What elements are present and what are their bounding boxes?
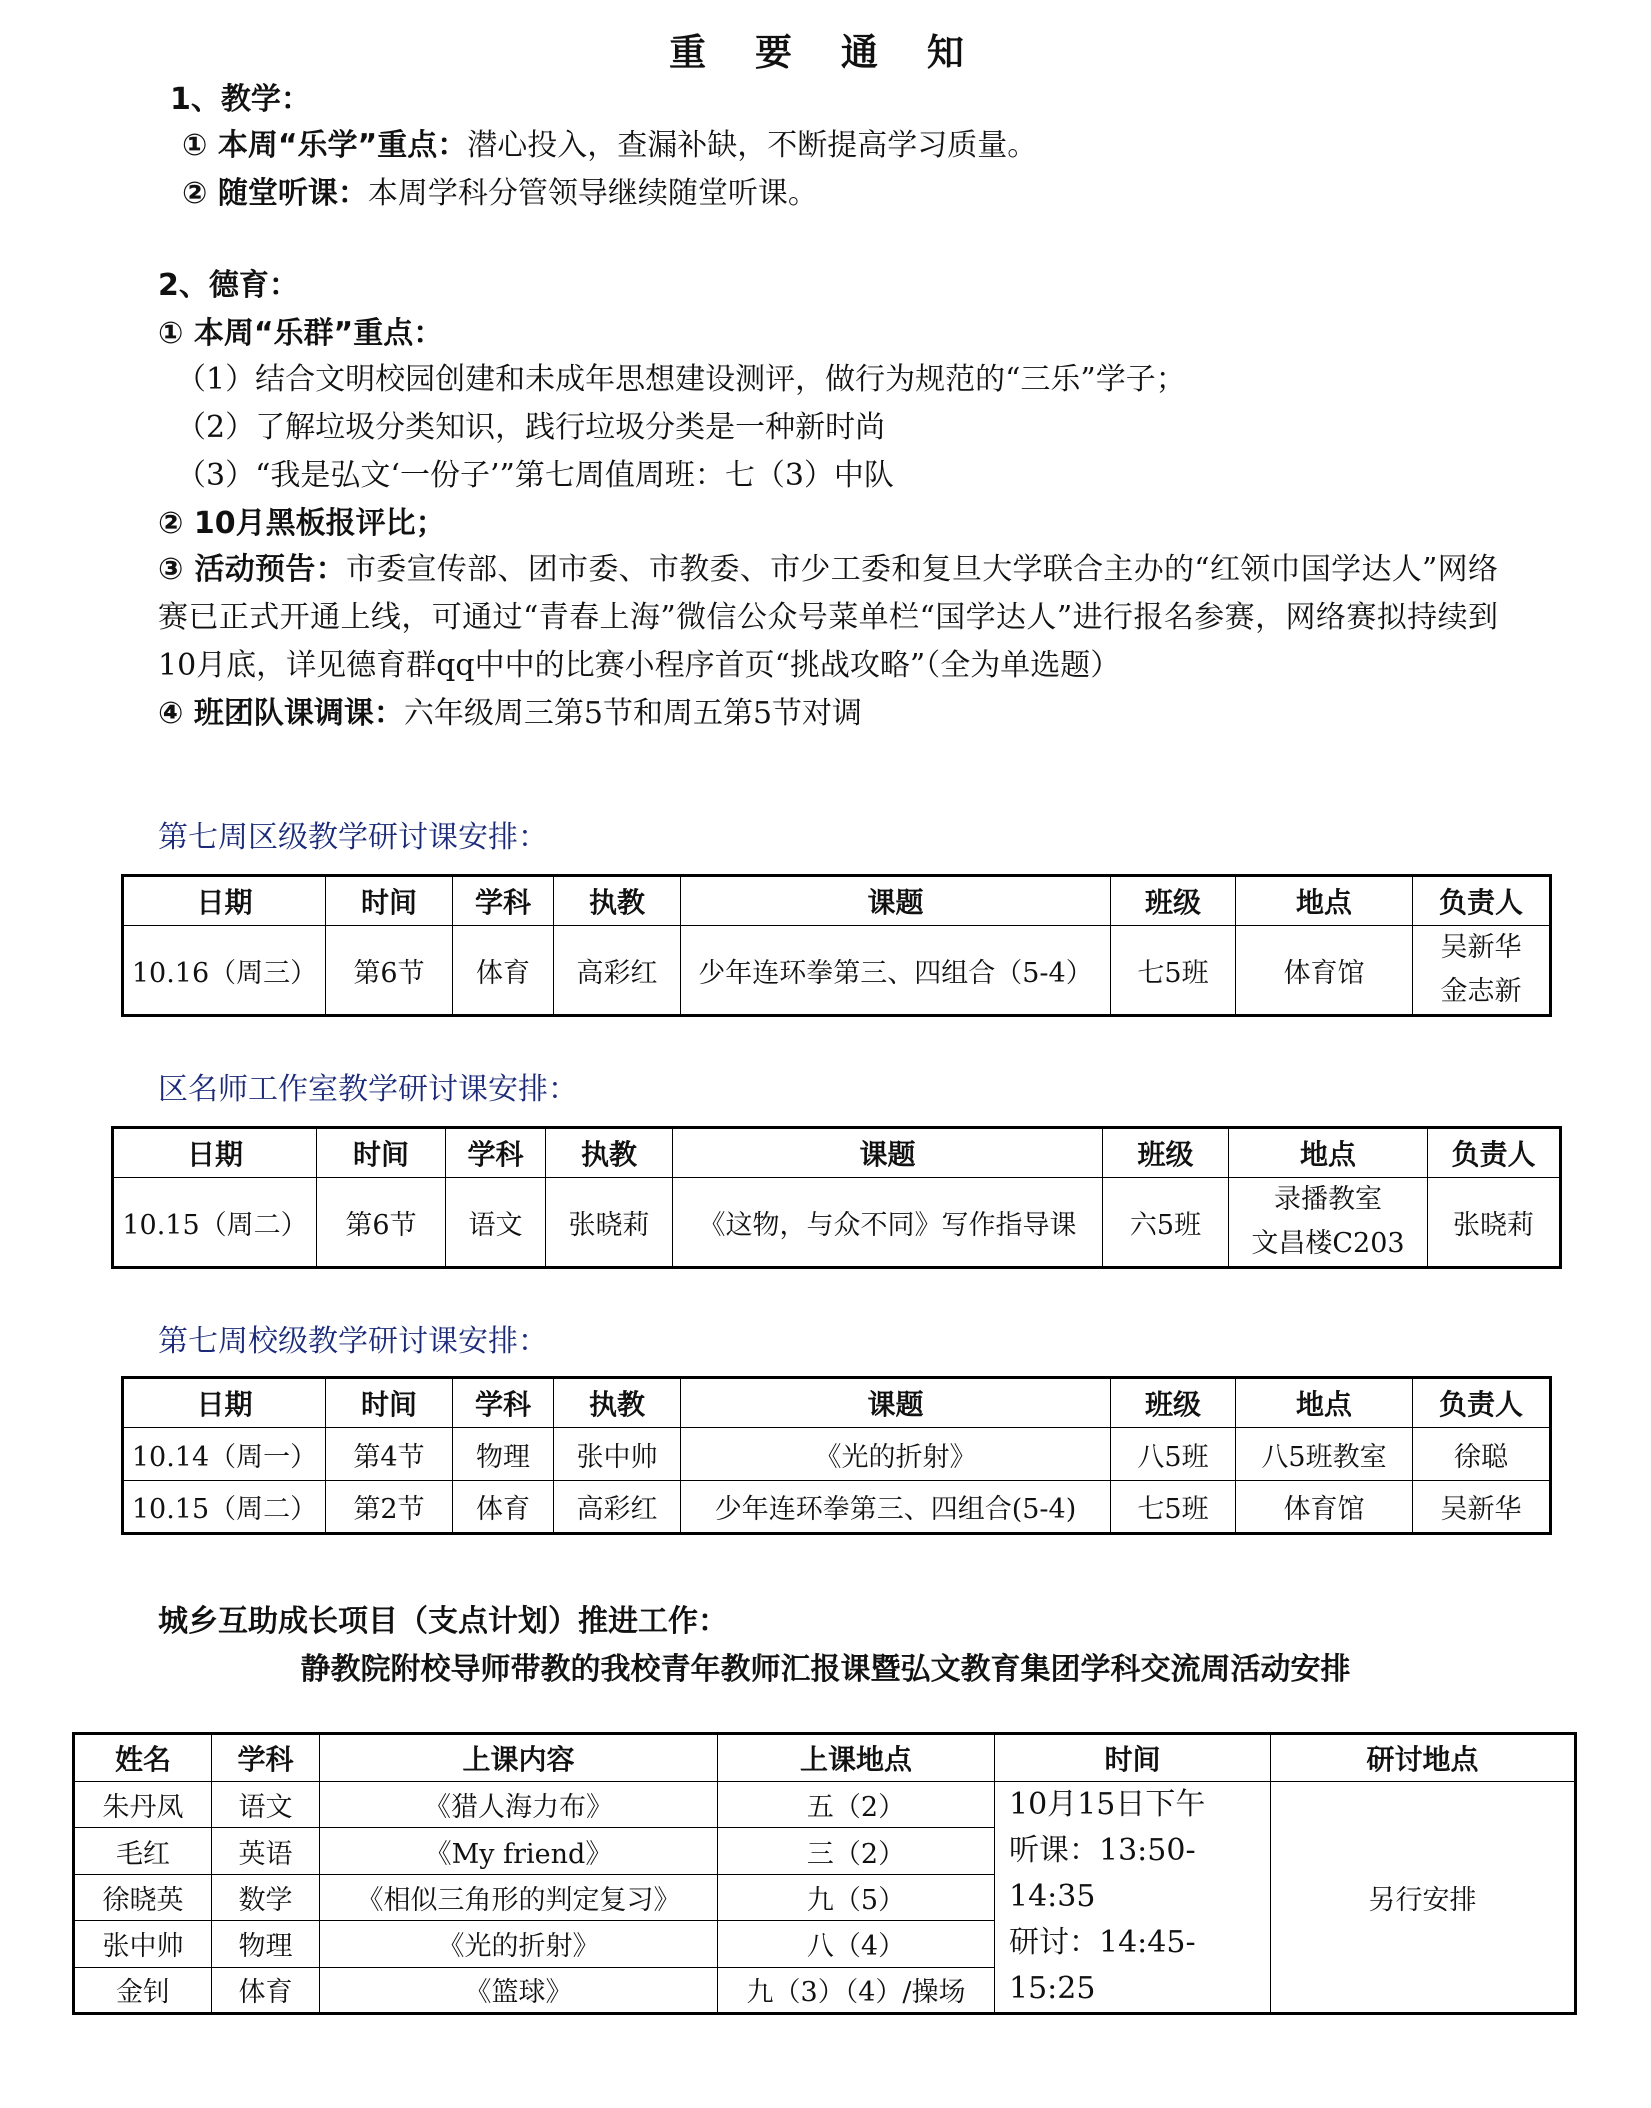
teaching-item-1-text: 潜心投入，查漏补缺，不断提高学习质量。 xyxy=(467,128,1038,163)
header-place: 地点 xyxy=(1236,876,1413,926)
header-date: 日期 xyxy=(123,1378,326,1428)
cell-subject: 体育 xyxy=(212,1967,320,2013)
moral-sub-3: （3）“我是弘文‘一份子’”第七周值周班：七（3）中队 xyxy=(176,458,894,493)
cell-date: 10.15（周二） xyxy=(113,1178,317,1268)
moral-item-2-label: ② 10月黑板报评比； xyxy=(158,506,446,541)
place-1: 录播教室 xyxy=(1274,1184,1382,1215)
page-title: 重 要 通 知 xyxy=(669,31,982,74)
table-header-row xyxy=(74,1734,1576,1782)
header-location: 上课地点 xyxy=(718,1734,995,1782)
header-place: 地点 xyxy=(1229,1128,1428,1178)
cell-name: 金钊 xyxy=(74,1967,212,2013)
teaching-item-2-text: 本周学科分管领导继续随堂听课。 xyxy=(367,176,818,211)
district-lesson-table xyxy=(121,874,1552,1017)
header-topic: 课题 xyxy=(681,1378,1111,1428)
moral-item-3-text: 市委宣传部、团市委、市教委、市少工委和复旦大学联合主办的“红领巾国学达人”网络赛已正式开通上线，可通过“青春上海”微信公众号菜单栏“国学达人”进行报名参赛，网络赛拟持续到10月底，详见德育群qq中中的比赛小程序首页“挑战攻略”（全为单选题） xyxy=(158,552,1498,683)
cell-subject: 物理 xyxy=(453,1428,554,1481)
header-class: 班级 xyxy=(1103,1128,1229,1178)
table-row xyxy=(113,1178,1561,1268)
header-owner: 负责人 xyxy=(1428,1128,1561,1178)
cell-location: 九（5） xyxy=(718,1874,995,1920)
cell-content: 《相似三角形的判定复习》 xyxy=(320,1874,718,1920)
exchange-week-table xyxy=(72,1732,1577,2015)
moral-item-3 xyxy=(158,546,1498,690)
header-place: 地点 xyxy=(1236,1378,1413,1428)
place-2: 文昌楼C203 xyxy=(1251,1228,1405,1259)
header-content: 上课内容 xyxy=(320,1734,718,1782)
cell-place xyxy=(1229,1178,1428,1268)
header-date: 日期 xyxy=(113,1128,317,1178)
moral-item-4 xyxy=(158,690,862,738)
studio-lesson-table xyxy=(111,1126,1562,1269)
cell-subject: 语文 xyxy=(212,1782,320,1828)
cell-location: 三（2） xyxy=(718,1828,995,1874)
teaching-item-2 xyxy=(182,170,818,218)
header-subject: 学科 xyxy=(453,1378,554,1428)
header-name: 姓名 xyxy=(74,1734,212,1782)
cell-subject: 物理 xyxy=(212,1921,320,1967)
cell-topic: 少年连环拳第三、四组合(5-4) xyxy=(681,1481,1111,1534)
cell-name: 徐晓英 xyxy=(74,1874,212,1920)
project-subheading: 静教院附校导师带教的我校青年教师汇报课暨弘文教育集团学科交流周活动安排 xyxy=(300,1652,1351,1687)
cell-topic: 少年连环拳第三、四组合（5-4） xyxy=(681,926,1111,1016)
moral-heading: 2、德育： xyxy=(158,268,299,303)
cell-location: 九（3）（4）/操场 xyxy=(718,1967,995,2013)
cell-owner xyxy=(1413,926,1551,1016)
cell-class: 六5班 xyxy=(1103,1178,1229,1268)
cell-place: 八5班教室 xyxy=(1236,1428,1413,1481)
cell-discussion-place: 另行安排 xyxy=(1271,1782,1576,2014)
cell-time-merged xyxy=(995,1782,1271,2014)
cell-subject: 体育 xyxy=(453,926,554,1016)
table-row xyxy=(123,1481,1551,1534)
cell-content: 《光的折射》 xyxy=(320,1921,718,1967)
table-header-row xyxy=(123,876,1551,926)
moral-item-1-label: ① 本周“乐群”重点： xyxy=(158,316,444,351)
header-owner: 负责人 xyxy=(1413,876,1551,926)
owner-1: 吴新华 xyxy=(1440,932,1522,963)
cell-name: 毛红 xyxy=(74,1828,212,1874)
table1-heading: 第七周区级教学研讨课安排： xyxy=(158,820,548,855)
cell-time: 第6节 xyxy=(326,926,453,1016)
cell-subject: 语文 xyxy=(446,1178,546,1268)
header-discussion-place: 研讨地点 xyxy=(1271,1734,1576,1782)
project-heading: 城乡互助成长项目（支点计划）推进工作： xyxy=(158,1604,728,1639)
table-row xyxy=(74,1782,1576,1828)
moral-item-4-label: ④ 班团队课调课： xyxy=(158,696,404,731)
table2-heading: 区名师工作室教学研讨课安排： xyxy=(158,1072,578,1107)
cell-time: 第2节 xyxy=(326,1481,453,1534)
teaching-heading: 1、教学： xyxy=(170,82,311,117)
header-class: 班级 xyxy=(1111,1378,1236,1428)
cell-owner: 徐聪 xyxy=(1413,1428,1551,1481)
cell-topic: 《光的折射》 xyxy=(681,1428,1111,1481)
cell-owner: 张晓莉 xyxy=(1428,1178,1561,1268)
cell-teacher: 张晓莉 xyxy=(546,1178,673,1268)
cell-class: 七5班 xyxy=(1111,926,1236,1016)
cell-name: 朱丹凤 xyxy=(74,1782,212,1828)
header-subject: 学科 xyxy=(212,1734,320,1782)
table-header-row xyxy=(123,1378,1551,1428)
cell-location: 五（2） xyxy=(718,1782,995,1828)
cell-date: 10.15（周二） xyxy=(123,1481,326,1534)
teaching-item-2-label: ② 随堂听课： xyxy=(182,176,368,211)
cell-place: 体育馆 xyxy=(1236,926,1413,1016)
header-time: 时间 xyxy=(317,1128,446,1178)
cell-class: 七5班 xyxy=(1111,1481,1236,1534)
header-subject: 学科 xyxy=(453,876,554,926)
cell-teacher: 高彩红 xyxy=(554,1481,681,1534)
cell-date: 10.16（周三） xyxy=(123,926,326,1016)
owner-2: 金志新 xyxy=(1440,976,1522,1007)
moral-sub-1: （1）结合文明校园创建和未成年思想建设测评，做行为规范的“三乐”学子； xyxy=(176,362,1186,397)
time-date: 10月15日下午 xyxy=(1009,1787,1206,1822)
cell-subject: 体育 xyxy=(453,1481,554,1534)
cell-location: 八（4） xyxy=(718,1921,995,1967)
moral-item-3-label: ③ 活动预告： xyxy=(158,552,346,587)
cell-subject: 英语 xyxy=(212,1828,320,1874)
cell-teacher: 高彩红 xyxy=(554,926,681,1016)
time-discuss: 研讨：14:45-15:25 xyxy=(1009,1925,1196,2006)
cell-date: 10.14（周一） xyxy=(123,1428,326,1481)
table-row xyxy=(123,1428,1551,1481)
cell-time: 第4节 xyxy=(326,1428,453,1481)
cell-subject: 数学 xyxy=(212,1874,320,1920)
header-class: 班级 xyxy=(1111,876,1236,926)
time-listen: 听课：13:50-14:35 xyxy=(1009,1833,1196,1914)
cell-time: 第6节 xyxy=(317,1178,446,1268)
header-owner: 负责人 xyxy=(1413,1378,1551,1428)
cell-class: 八5班 xyxy=(1111,1428,1236,1481)
table3-heading: 第七周校级教学研讨课安排： xyxy=(158,1324,548,1359)
moral-item-4-text: 六年级周三第5节和周五第5节对调 xyxy=(403,696,863,731)
cell-teacher: 张中帅 xyxy=(554,1428,681,1481)
table-header-row xyxy=(113,1128,1561,1178)
cell-name: 张中帅 xyxy=(74,1921,212,1967)
moral-sub-2: （2）了解垃圾分类知识，践行垃圾分类是一种新时尚 xyxy=(176,410,886,445)
header-topic: 课题 xyxy=(673,1128,1103,1178)
header-time: 时间 xyxy=(995,1734,1271,1782)
cell-content: 《猎人海力布》 xyxy=(320,1782,718,1828)
header-date: 日期 xyxy=(123,876,326,926)
header-subject: 学科 xyxy=(446,1128,546,1178)
header-teacher: 执教 xyxy=(546,1128,673,1178)
teaching-item-1-label: ① 本周“乐学”重点： xyxy=(182,128,468,163)
header-time: 时间 xyxy=(326,876,453,926)
teaching-item-1 xyxy=(182,122,1037,170)
header-teacher: 执教 xyxy=(554,1378,681,1428)
cell-place: 体育馆 xyxy=(1236,1481,1413,1534)
cell-topic: 《这物，与众不同》写作指导课 xyxy=(673,1178,1103,1268)
header-teacher: 执教 xyxy=(554,876,681,926)
school-lesson-table xyxy=(121,1376,1552,1535)
cell-owner: 吴新华 xyxy=(1413,1481,1551,1534)
cell-content: 《篮球》 xyxy=(320,1967,718,2013)
header-time: 时间 xyxy=(326,1378,453,1428)
table-row xyxy=(123,926,1551,1016)
header-topic: 课题 xyxy=(681,876,1111,926)
cell-content: 《My friend》 xyxy=(320,1828,718,1874)
